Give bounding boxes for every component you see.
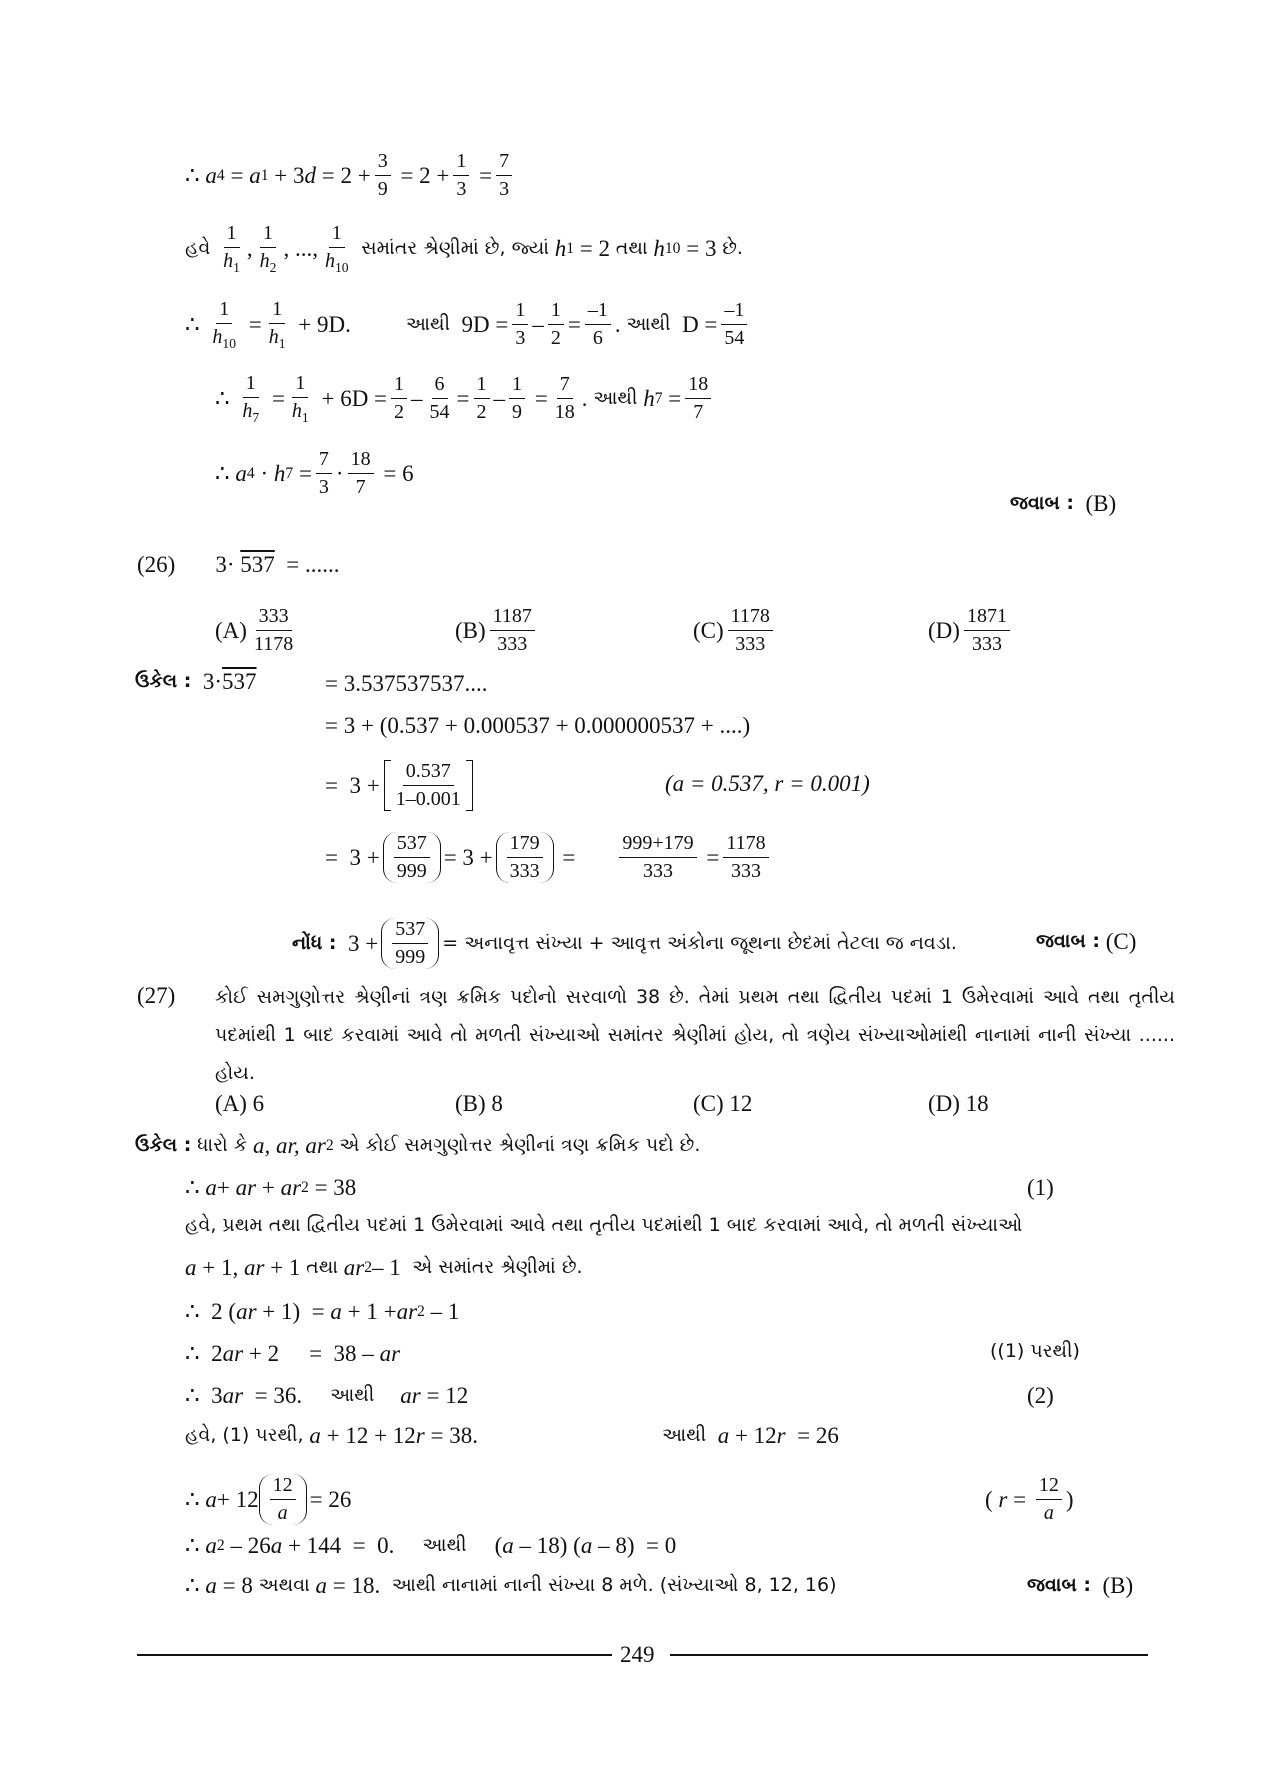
note-26: નોંધ : 3 + $\frac{537}{999}$ = અનાવૃત્ત સંખ્યા + આવૃત્ત અંકોના જૂથના છેદમાં તેટલા જ નવડા. — [292, 918, 957, 968]
question-27-text: કોઈ સમગુણોત્તર શ્રેણીનાં ત્રણ ક્રમિક પદોનો સરવાળો 38 છે. તેમાં પ્રથમ તથા દ્વિતીય પદમાં 1 ઉમેરવામાં આવે તથા તૃતીય પદમાંથી 1 બાદ કરવામાં આવે તો મળતી સંખ્યાઓ સમાંતર શ્રેણીમાં હોય, તો ત્રણેય સંખ્યાઓમાંથી નાનામાં નાની સંખ્યા ...... હોય. — [215, 986, 1175, 1084]
option-26-a: (A) $\frac{333}{1178}$ — [215, 605, 294, 655]
solution-26-label: ઉકેલ : 3· 537 — [135, 669, 257, 694]
solution-27-para: હવે, પ્રથમ તથા દ્વિતીય પદમાં 1 ઉમેરવામાં આવે તથા તૃતીય પદમાંથી 1 બાદ કરવામાં આવે, તો મળતી સંખ્યાઓ — [185, 1214, 1023, 1236]
solution-26-step2: = 3 + (0.537 + 0.000537 + 0.000000537 + ....) — [325, 713, 751, 738]
footer-rule-left — [137, 1654, 612, 1656]
option-26-c: (C) $\frac{1178}{333}$ — [693, 605, 777, 656]
answer-27: જવાબ : (B) — [1027, 1573, 1134, 1598]
eq-substitute: હવે, (1) પરથી, a + 12 + 12 r = 38. — [185, 1423, 478, 1448]
eq-a4: ∴ a 4 = a 1 + 3 d = 2 + $\frac{3}{9}$ = 2 + $\frac{1}{3}$ = $\frac{7}{3}$ — [185, 150, 516, 201]
solution-26-step3: = 3 + $\frac{0.537}{1-0.001}$ — [325, 760, 477, 811]
solution-26-step1: = 3.537537537.... — [325, 671, 488, 696]
eq-tag-1: (1) — [1027, 1175, 1054, 1200]
eq-product: ∴ a 4 · h 7 = $\frac{7}{3}$ · $\frac{18}{7}$ = 6 — [215, 448, 414, 498]
option-27-c: (C) 12 — [693, 1091, 753, 1116]
question-number: (26) — [137, 552, 176, 577]
eq-sum: ∴ a + ar + ar 2 = 38 — [185, 1175, 357, 1200]
from-eq-1: ((1) પરથી) — [990, 1340, 1080, 1362]
answer-26: જવાબ : (C) — [1036, 929, 1137, 954]
eq-quadratic: ∴ a 2 – 26 a + 144 = 0. આથી ( a – 18) ( a – 8) = 0 — [185, 1533, 677, 1558]
solution-27-intro: ઉકેલ : ધારો કે a, ar, ar 2 એ કોઈ સમગુણોત્તર શ્રેણીનાં ત્રણ ક્રમિક પદો છે. — [135, 1133, 701, 1158]
footer-rule-right — [670, 1654, 1148, 1656]
eq-ap-condition: ∴ 2 ( ar + 1) = a + 1 + ar 2 – 1 — [185, 1299, 460, 1324]
eq-harmonic-intro: હવે $\frac{1}{h_1}$ , $\frac{1}{h_2}$ , ..., $\frac{1}{h_{10}}$ સમાંતર શ્રેણીમાં છે, જ્યાં h 1 = 2 તથા h 10 = 3 છે. — [185, 222, 743, 275]
eq-a-12r: આથી a + 12 r = 26 — [662, 1423, 839, 1448]
eq-a-substituted: ∴ a + 12 $\frac{12}{a}$ = 26 — [185, 1474, 352, 1524]
answer-25: જવાબ : (B) — [1010, 491, 1117, 516]
eq-h7: ∴ $\frac{1}{h_7}$ = $\frac{1}{h_1}$ + 6D = $\frac{1}{2}$ – $\frac{6}{54}$ = $\frac{1}{2}$ – $\frac{1}{9}$ = $\frac{7}{18}$ . આથી h 7 = $\frac{18}{7}$ — [215, 372, 715, 425]
eq-final: ∴ a = 8 અથવા a = 18. આથી નાનામાં નાની સંખ્યા 8 મળે. (સંખ્યાઓ 8, 12, 16) — [185, 1573, 837, 1598]
eq-r-definition: ( r = $\frac{12}{a}$ ) — [985, 1474, 1074, 1524]
page-number: 249 — [620, 1642, 655, 1667]
therefore-symbol: ∴ — [185, 163, 200, 188]
eq-3ar: ∴ 3 ar = 36. આથી ar = 12 — [185, 1383, 469, 1408]
option-27-b: (B) 8 — [455, 1091, 503, 1116]
eq-2ar: ∴ 2 ar + 2 = 38 – ar — [185, 1341, 401, 1366]
option-27-a: (A) 6 — [215, 1091, 265, 1116]
question-26: (26) 3· 537 = ...... — [137, 552, 340, 577]
option-27-d: (D) 18 — [928, 1091, 989, 1116]
question-27-number: (27) — [137, 983, 176, 1008]
solution-26-sidenote: (a = 0.537, r = 0.001) — [665, 771, 870, 796]
solution-26-step4: = 3 + $\frac{537}{999}$ = 3 + $\frac{179}{333}$ = $\frac{999+179}{333}$ = $\frac{1178}{333}$ — [325, 832, 773, 883]
eq-tag-2: (2) — [1027, 1383, 1054, 1408]
option-26-d: (D) $\frac{1871}{333}$ — [928, 605, 1014, 656]
eq-h10: ∴ $\frac{1}{h_{10}}$ = $\frac{1}{h_1}$ + 9D. આથી 9D = $\frac{1}{3}$ – $\frac{1}{2}$ = $\frac{-1}{6}$ . આથી D = $\frac{-1}{54}$ — [185, 298, 751, 351]
option-26-b: (B) $\frac{1187}{333}$ — [455, 605, 539, 656]
eq-ap-terms: a + 1, ar + 1 તથા ar 2 – 1 એ સમાંતર શ્રેણીમાં છે. — [185, 1255, 583, 1280]
